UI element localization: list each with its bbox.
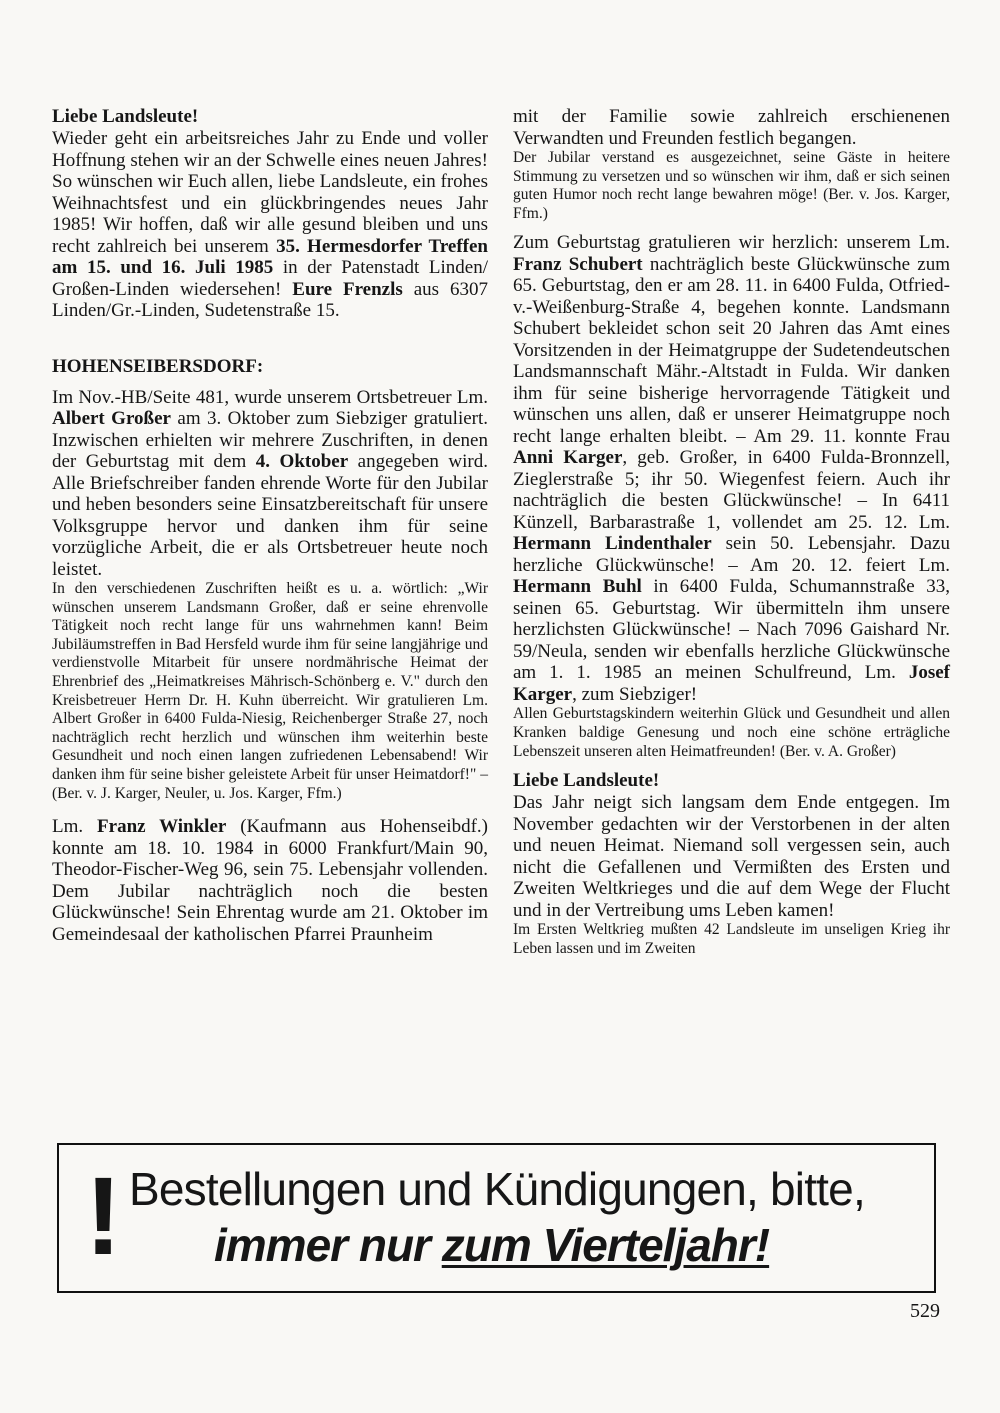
notice-line-1: Bestellungen und Kündigungen, bitte, <box>129 1163 865 1215</box>
wishes-paragraph: Allen Geburtstagskindern weiterhin Glück und Gesundheit und allen Kranken baldige Genesung und noch eine schöne erträgliche Lebenszeit unseren alten Heimatfreunden! (Ber. v. A. Großer) <box>513 705 950 760</box>
notice-line-2: immer nur zum Vierteljahr! <box>214 1219 770 1271</box>
left-column <box>52 106 488 945</box>
quoted-letters-paragraph: In den verschiedenen Zuschriften heißt es u. a. wörtlich: „Wir wünschen unserem Landsmann Großer, daß er seine ehrenvolle Tätigkeit noch recht lange für uns wahrnehmen kann! Beim Jubiläumstreffen in Bad Hersfeld wurde ihm für seine langjährige und verdienstvolle Mitarbeit für unsere nordmährische Heimat der Ehrenbrief des „Heimatkreises Mährisch-Schönberg e. V." durch den Kreisbetreuer Herrn Dr. H. Kuhn überreicht. Wir gratulieren Lm. Albert Großer in 6400 Fulda-Niesig, Reichenberger Straße 27, noch nachträglich recht herzlich und wünschen ihm weiterhin beste Gesundheit und noch einen langen zufriedenen Lebensabend! Wir danken ihm für seine bisher geleistete Arbeit für unser Heimatdorf!" – (Ber. v. J. Karger, Neuler, u. Jos. Karger, Ffm.) <box>52 580 488 802</box>
winkler-continuation: mit der Familie sowie zahlreich erschienenen Verwandten und Freunden festlich begangen. <box>513 106 950 149</box>
birthday-congratulations-paragraph: Zum Geburtstag gratulieren wir herzlich: unserem Lm. Franz Schubert nachträglich beste Glückwünsche zum 65. Geburtstag, den er am 28. 11. in 6400 Fulda, Otfried-v.-Weißenburg-Straße 4, begehen konnte. Landsmann Schubert bekleidet schon seit 20 Jahren das Amt eines Vorsitzenden in der Heimatgruppe der Sudetendeutschen Landsmannschaft Mähr.-Altstadt in Fulda. Wir danken ihm für seine bisherige hervorragende Tätigkeit und wünschen uns allen, daß er unserer Heimatgruppe noch recht lange erhalten bleibt. – Am 29. 11. konnte Frau Anni Karger, geb. Großer, in 6400 Fulda-Bronnzell, Zieglerstraße 5; ihr 50. Wiegenfest feiern. Auch ihr nachträglich die besten Glückwünsche! – In 6411 Künzell, Barbarastraße 1, vollendet am 25. 12. Lm. Hermann Lindenthaler sein 50. Lebensjahr. Dazu herzliche Glückwünsche! – Am 20. 12. feiert Lm. Hermann Buhl in 6400 Fulda, Schumannstraße 33, seinen 65. Geburtstag. Wir übermitteln ihm unsere herzlichsten Glückwünsche! – Nach 7096 Gaishard Nr. 59/Neula, senden wir ebenfalls herzliche Glückwünsche am 1. 1. 1985 an meinen Schulfreund, Lm. Josef Karger, zum Siebziger! <box>513 232 951 705</box>
greeting-heading: Liebe Landsleute! <box>52 106 199 127</box>
war-dead-paragraph: Im Ersten Weltkrieg mußten 42 Landsleute im unseligen Krieg ihr Leben lassen und im Zweiten <box>513 921 950 957</box>
greeting-paragraph: Wieder geht ein arbeitsreiches Jahr zu Ende und voller Hoffnung stehen wir an der Schwelle eines neuen Jahres! So wünschen wir Euch allen, liebe Landsleute, ein frohes Weihnachtsfest und ein glückbringendes neues Jahr 1985! Wir hoffen, daß wir alle gesund bleiben und uns recht zahlreich bei unserem 35. Hermesdorfer Treffen am 15. und 16. Juli 1985 in der Patenstadt Linden/ Großen-Linden wiedersehen! Eure Frenzls aus 6307 Linden/Gr.-Linden, Sudetenstraße 15. <box>52 128 489 321</box>
exclamation-mark-icon: ! <box>85 1155 122 1278</box>
winkler-paragraph: Lm. Franz Winkler (Kaufmann aus Hohenseibdf.) konnte am 18. 10. 1984 in 6000 Frankfurt/Main 90, Theodor-Fischer-Weg 96, sein 75. Lebensjahr vollenden. Dem Jubilar nachträglich noch die besten Glückwünsche! Sein Ehrentag wurde am 21. Oktober im Gemeindesaal der katholischen Pfarrei Praunheim <box>52 816 488 945</box>
second-greeting-heading: Liebe Landsleute! <box>513 770 660 792</box>
right-column <box>513 106 950 958</box>
section-heading: HOHENSEIBERSDORF: <box>52 355 264 377</box>
subscription-notice-box <box>57 1143 936 1293</box>
page-number: 529 <box>910 1300 940 1322</box>
jubilar-humor-paragraph: Der Jubilar verstand es ausgezeichnet, seine Gäste in heitere Stimmung zu versetzen und so wünschen wir ihm, daß er sich seinen guten Humor noch recht lange bewahren möge! (Ber. v. Jos. Karger, Ffm.) <box>513 149 950 222</box>
grosser-birthday-paragraph: Im Nov.-HB/Seite 481, wurde unserem Ortsbetreuer Lm. Albert Großer am 3. Oktober zum Siebziger gratuliert. Inzwischen erhielten wir mehrere Zuschriften, in denen der Geburtstag mit dem 4. Oktober angegeben wird. Alle Briefschreiber fanden ehrende Worte für den Jubilar und heben besonders seine Einsatzbereitschaft für unsere Volksgruppe hervor und danken ihm für seine vorzügliche Arbeit, die er als Ortsbetreuer heute noch leistet. <box>52 386 489 580</box>
remembrance-paragraph: Das Jahr neigt sich langsam dem Ende entgegen. Im November gedachten wir der Verstorbenen in der alten und neuen Heimat. Niemand soll vergessen sein, auch nicht die Gefallenen und Vermißten des Ersten und Zweiten Weltkrieges und die auf dem Wege der Flucht und in der Vertreibung ums Leben kamen! <box>513 792 950 921</box>
